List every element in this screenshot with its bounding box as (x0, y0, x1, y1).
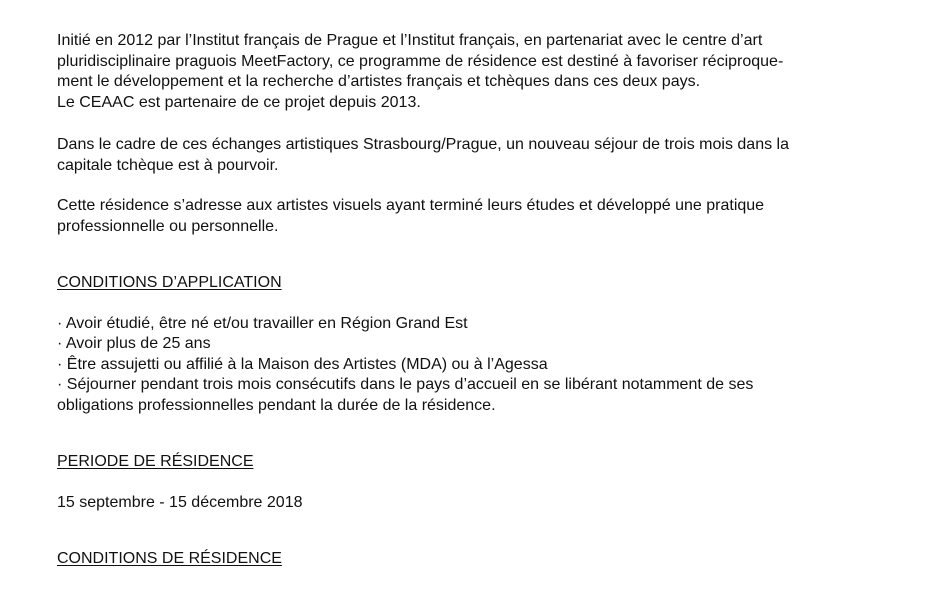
list-item: · Séjourner pendant trois mois consécutifs dans le pays d’accueil en se libérant notamment de ses (57, 376, 754, 393)
conditions-application-heading: CONDITIONS D’APPLICATION (57, 274, 282, 291)
periode-heading: PERIODE DE RÉSIDENCE (57, 453, 254, 470)
intro-line-2: pluridisciplinaire praguois MeetFactory, ce programme de résidence est destiné à favoriser réciproque- (57, 52, 784, 70)
list-item-continuation: obligations professionnelles pendant la durée de la résidence. (57, 396, 496, 414)
intro-paragraph (57, 31, 877, 113)
list-item: · Avoir plus de 25 ans (57, 335, 211, 352)
exchange-paragraph (57, 135, 877, 176)
intro-line-1: Initié en 2012 par l’Institut français de Prague et l’Institut français, en partenariat avec le centre d’art (57, 32, 763, 49)
list-item: · Avoir étudié, être né et/ou travailler en Région Grand Est (57, 314, 468, 332)
audience-paragraph (57, 196, 877, 237)
audience-line-2: professionnelle ou personnelle. (57, 217, 279, 235)
intro-line-3: ment le développement et la recherche d’artistes français et tchèques dans ces deux pays. (57, 73, 701, 90)
intro-line-4: Le CEAAC est partenaire de ce projet depuis 2013. (57, 93, 421, 111)
conditions-application-list (57, 314, 877, 417)
exchange-line-2: capitale tchèque est à pourvoir. (57, 156, 279, 174)
list-item: · Être assujetti ou affilié à la Maison des Artistes (MDA) ou à l’Agessa (57, 355, 548, 373)
exchange-line-1: Dans le cadre de ces échanges artistiques Strasbourg/Prague, un nouveau séjour de trois mois dans la (57, 136, 789, 153)
periode-dates: 15 septembre - 15 décembre 2018 (57, 493, 303, 511)
audience-line-1: Cette résidence s’adresse aux artistes visuels ayant terminé leurs études et développé une pratique (57, 197, 765, 214)
conditions-residence-heading: CONDITIONS DE RÉSIDENCE (57, 550, 282, 567)
document-page (57, 31, 877, 570)
